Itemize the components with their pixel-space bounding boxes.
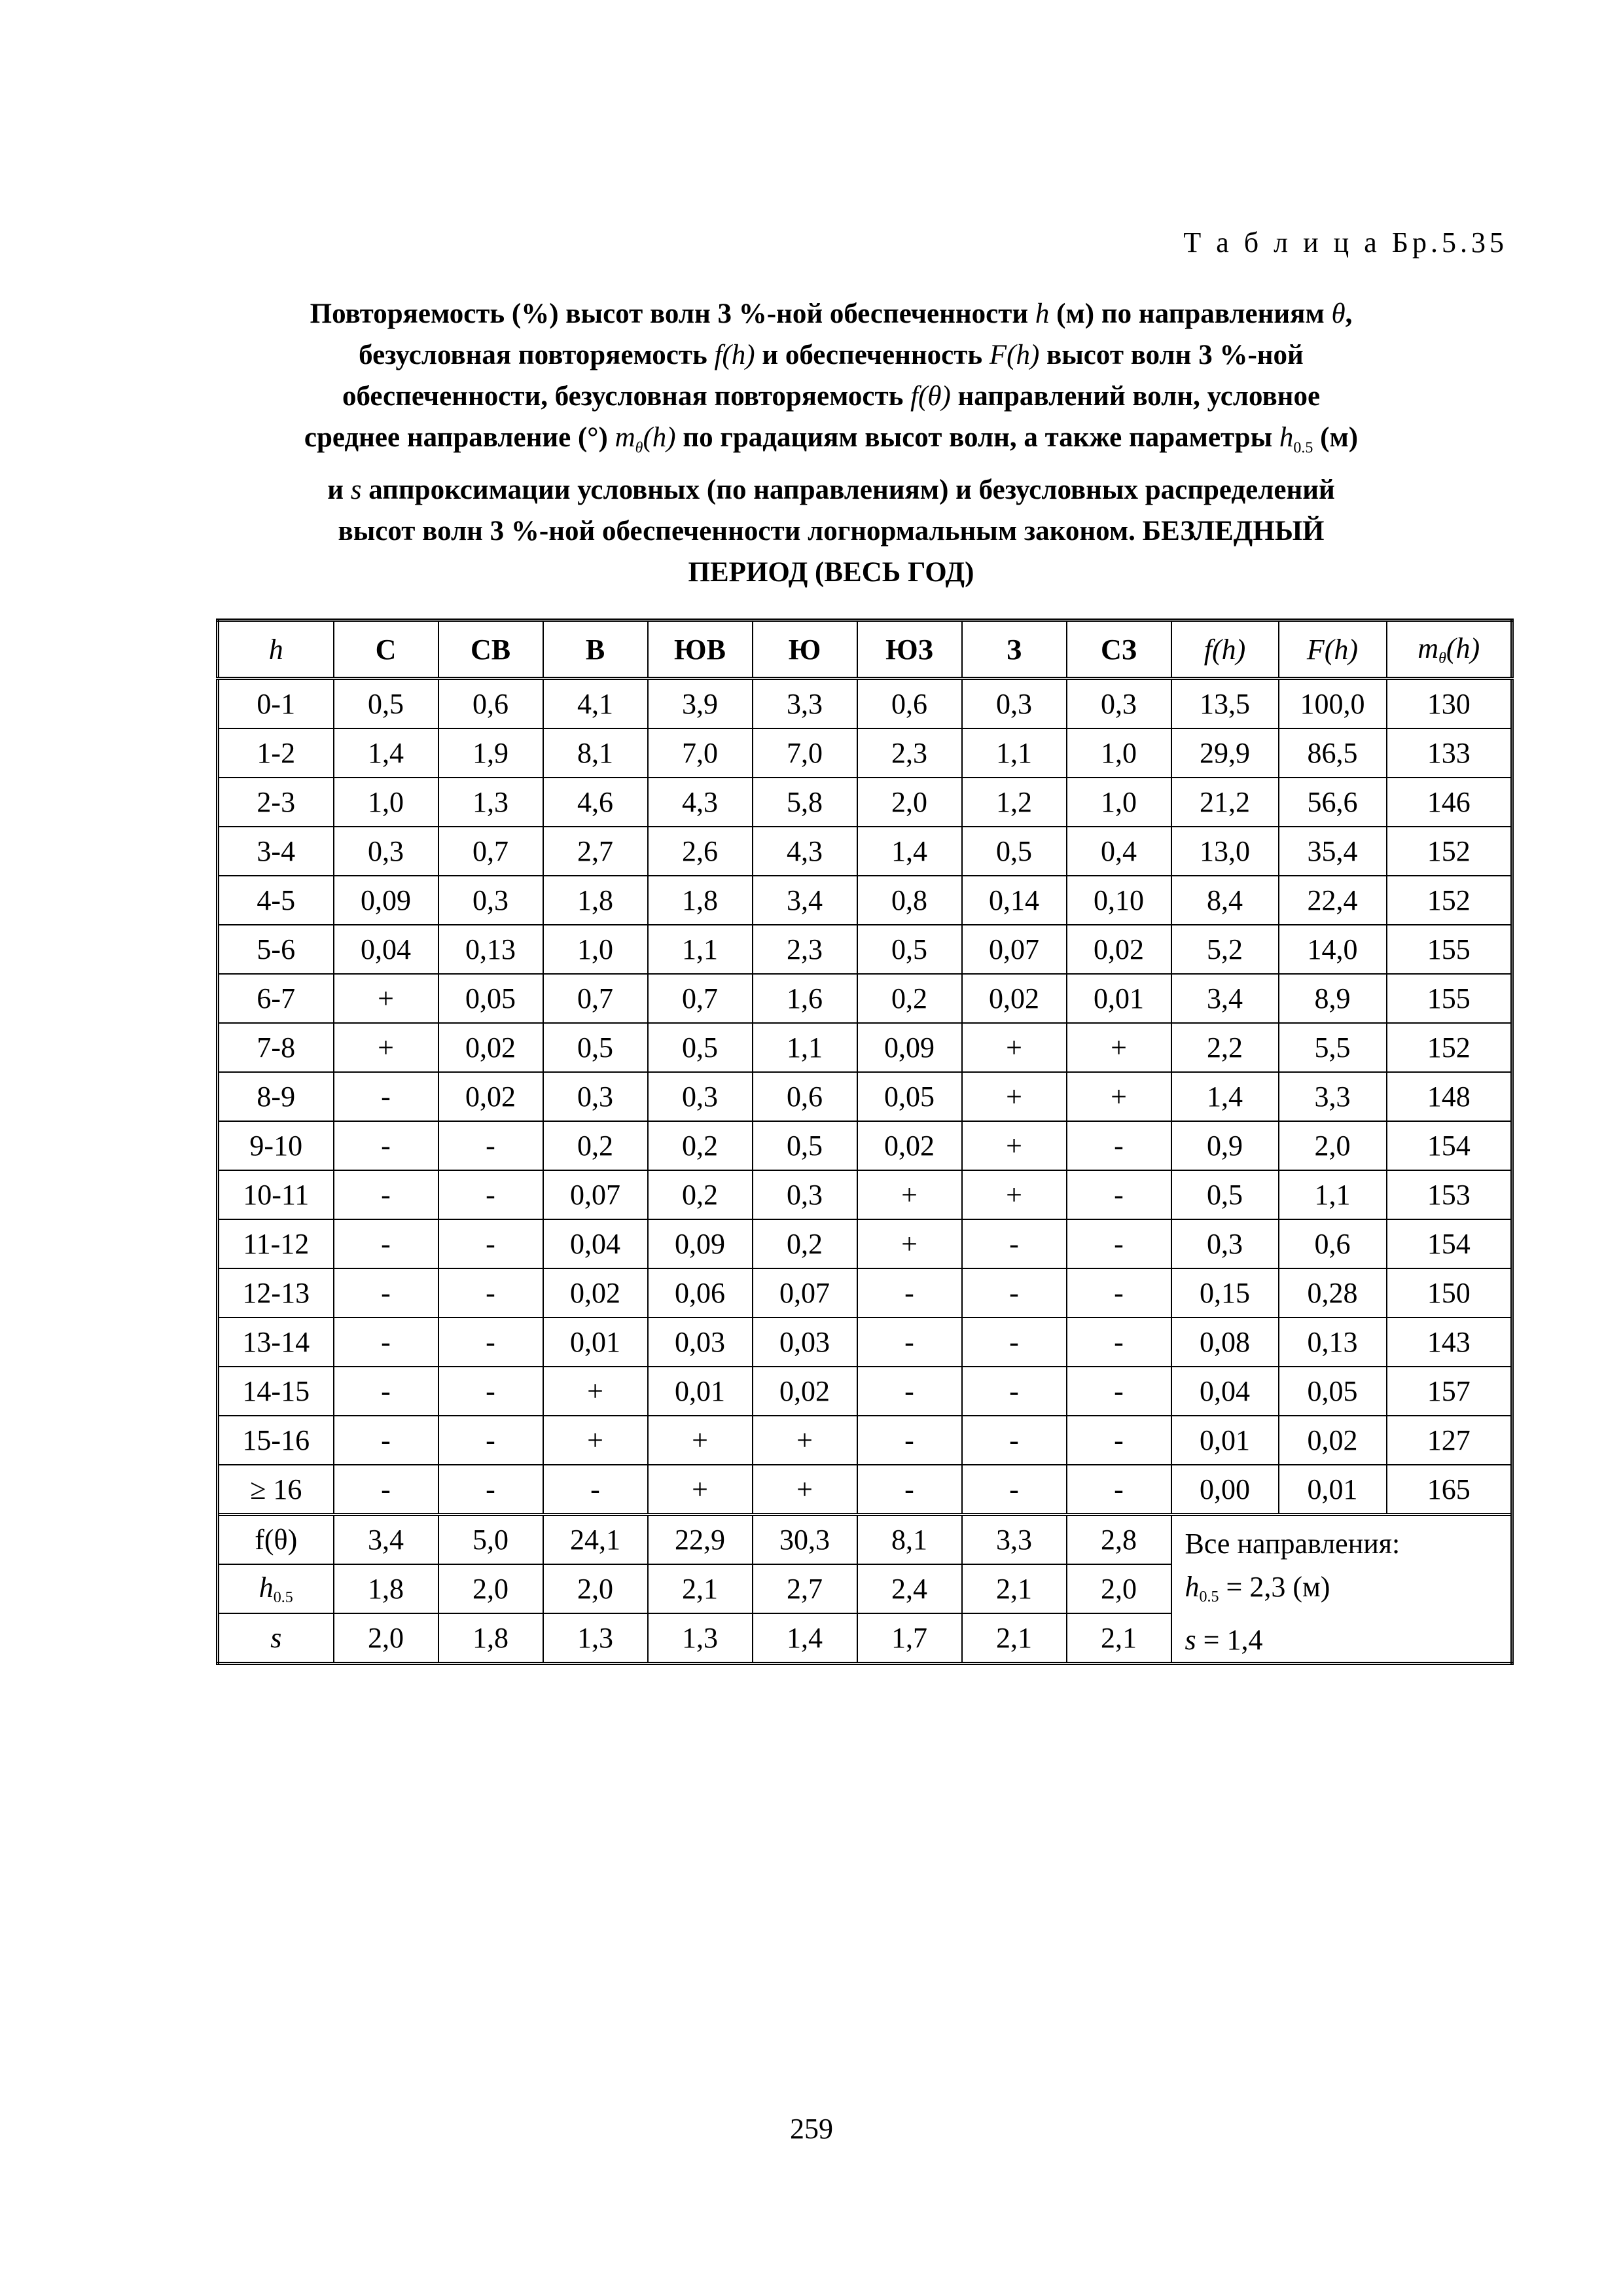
caption-line-4: среднее направление (°) $m_\theta(h)$ по градациям высот волн, а также параметры $h_{0.5}$ (м) xyxy=(304,422,1359,457)
table-cell: - xyxy=(857,1367,962,1416)
table-cell: 0,2 xyxy=(753,1219,857,1268)
table-cell: 0,8 xyxy=(857,876,962,925)
table-cell: + xyxy=(648,1465,753,1515)
table-cell: 0,04 xyxy=(543,1219,648,1268)
height-range-cell: 1-2 xyxy=(218,728,334,778)
table-cell: 7,0 xyxy=(753,728,857,778)
table-caption xyxy=(216,293,1446,593)
table-cell: - xyxy=(334,1072,438,1121)
table-row xyxy=(218,778,1512,827)
table-cell: 14,0 xyxy=(1279,925,1387,974)
height-range-cell: 15-16 xyxy=(218,1416,334,1465)
table-cell: - xyxy=(962,1416,1067,1465)
table-cell: 0,07 xyxy=(962,925,1067,974)
h05-cell: 2,0 xyxy=(1067,1564,1171,1613)
table-cell: 153 xyxy=(1387,1170,1512,1219)
ftheta-label: f(θ) xyxy=(218,1515,334,1564)
table-cell: 1,0 xyxy=(1067,778,1171,827)
h05-cell: 2,1 xyxy=(648,1564,753,1613)
table-cell: - xyxy=(962,1268,1067,1318)
caption-line-7: ПЕРИОД (ВЕСЬ ГОД) xyxy=(688,556,974,588)
table-cell: 7,0 xyxy=(648,728,753,778)
ftheta-cell: 22,9 xyxy=(648,1515,753,1564)
table-cell: 4,3 xyxy=(753,827,857,876)
table-cell: 0,02 xyxy=(962,974,1067,1023)
table-cell: 0,01 xyxy=(1279,1465,1387,1515)
height-range-cell: 3-4 xyxy=(218,827,334,876)
table-cell: 3,4 xyxy=(1171,974,1279,1023)
table-row xyxy=(218,827,1512,876)
table-cell: 8,4 xyxy=(1171,876,1279,925)
table-cell: 0,5 xyxy=(962,827,1067,876)
table-row xyxy=(218,1318,1512,1367)
table-cell: 0,7 xyxy=(543,974,648,1023)
table-cell: 157 xyxy=(1387,1367,1512,1416)
table-cell: 0,02 xyxy=(753,1367,857,1416)
header-dir-w: З xyxy=(962,620,1067,679)
table-cell: + xyxy=(543,1367,648,1416)
h05-cell: 2,0 xyxy=(543,1564,648,1613)
table-cell: 86,5 xyxy=(1279,728,1387,778)
table-cell: 155 xyxy=(1387,925,1512,974)
table-cell: - xyxy=(438,1465,543,1515)
h05-cell: 2,0 xyxy=(438,1564,543,1613)
s-cell: 1,8 xyxy=(438,1613,543,1664)
header-Fh: F(h) xyxy=(1279,620,1387,679)
table-cell: 1,3 xyxy=(438,778,543,827)
ftheta-cell: 3,3 xyxy=(962,1515,1067,1564)
table-cell: 0,3 xyxy=(543,1072,648,1121)
table-cell: - xyxy=(962,1367,1067,1416)
table-cell: - xyxy=(438,1416,543,1465)
caption-line-6: высот волн 3 %-ной обеспеченности логнормальным законом. БЕЗЛЕДНЫЙ xyxy=(338,515,1325,547)
table-row xyxy=(218,1170,1512,1219)
table-cell: 0,2 xyxy=(648,1170,753,1219)
s-cell: 2,0 xyxy=(334,1613,438,1664)
table-cell: 150 xyxy=(1387,1268,1512,1318)
table-cell: 0,02 xyxy=(438,1072,543,1121)
table-cell: - xyxy=(438,1318,543,1367)
table-row xyxy=(218,876,1512,925)
table-cell: 143 xyxy=(1387,1318,1512,1367)
table-cell: 0,3 xyxy=(438,876,543,925)
table-cell: 0,10 xyxy=(1067,876,1171,925)
table-cell: - xyxy=(1067,1268,1171,1318)
table-cell: 0,08 xyxy=(1171,1318,1279,1367)
table-row xyxy=(218,679,1512,729)
s-cell: 1,3 xyxy=(648,1613,753,1664)
table-cell: 0,7 xyxy=(438,827,543,876)
table-cell: 0,28 xyxy=(1279,1268,1387,1318)
table-cell: 0,05 xyxy=(857,1072,962,1121)
table-cell: 1,6 xyxy=(753,974,857,1023)
table-cell: 4,1 xyxy=(543,679,648,729)
table-cell: 1,1 xyxy=(1279,1170,1387,1219)
table-cell: 0,3 xyxy=(962,679,1067,729)
table-cell: - xyxy=(438,1268,543,1318)
ftheta-cell: 24,1 xyxy=(543,1515,648,1564)
table-cell: 8,1 xyxy=(543,728,648,778)
table-row xyxy=(218,1465,1512,1515)
table-cell: + xyxy=(857,1170,962,1219)
table-cell: - xyxy=(438,1170,543,1219)
height-range-cell: 4-5 xyxy=(218,876,334,925)
table-row xyxy=(218,1268,1512,1318)
table-cell: + xyxy=(543,1416,648,1465)
table-cell: - xyxy=(1067,1121,1171,1170)
table-cell: 127 xyxy=(1387,1416,1512,1465)
table-cell: 0,5 xyxy=(857,925,962,974)
table-cell: - xyxy=(334,1367,438,1416)
h05-cell: 2,4 xyxy=(857,1564,962,1613)
caption-line-1: Повторяемость (%) высот волн 3 %-ной обеспеченности h (м) по направлениям θ, xyxy=(310,298,1353,329)
s-cell: 1,7 xyxy=(857,1613,962,1664)
h05-label: h0.5 xyxy=(218,1564,334,1613)
table-cell: 2,3 xyxy=(753,925,857,974)
height-range-cell: 6-7 xyxy=(218,974,334,1023)
table-cell: 0,02 xyxy=(438,1023,543,1072)
table-cell: 0,5 xyxy=(648,1023,753,1072)
height-range-cell: 14-15 xyxy=(218,1367,334,1416)
table-cell: 0,05 xyxy=(438,974,543,1023)
table-cell: 165 xyxy=(1387,1465,1512,1515)
table-cell: 2,2 xyxy=(1171,1023,1279,1072)
table-row xyxy=(218,974,1512,1023)
height-range-cell: 11-12 xyxy=(218,1219,334,1268)
table-row xyxy=(218,1416,1512,1465)
table-cell: 1,1 xyxy=(962,728,1067,778)
table-cell: - xyxy=(334,1465,438,1515)
table-cell: - xyxy=(334,1268,438,1318)
table-cell: 13,0 xyxy=(1171,827,1279,876)
table-cell: - xyxy=(962,1219,1067,1268)
table-cell: 3,3 xyxy=(753,679,857,729)
table-cell: 5,2 xyxy=(1171,925,1279,974)
table-cell: 0,6 xyxy=(1279,1219,1387,1268)
table-cell: 152 xyxy=(1387,827,1512,876)
table-cell: + xyxy=(857,1219,962,1268)
table-cell: 0,01 xyxy=(1067,974,1171,1023)
table-cell: + xyxy=(753,1465,857,1515)
ftheta-cell: 8,1 xyxy=(857,1515,962,1564)
caption-line-3: обеспеченности, безусловная повторяемость f(θ) направлений волн, условное xyxy=(342,381,1321,412)
height-range-cell: 12-13 xyxy=(218,1268,334,1318)
table-cell: 0,03 xyxy=(648,1318,753,1367)
height-range-cell: 8-9 xyxy=(218,1072,334,1121)
s-cell: 2,1 xyxy=(962,1613,1067,1664)
table-cell: - xyxy=(962,1318,1067,1367)
table-cell: 4,6 xyxy=(543,778,648,827)
table-cell: 0,5 xyxy=(334,679,438,729)
table-cell: 1,1 xyxy=(648,925,753,974)
table-cell: 0,01 xyxy=(543,1318,648,1367)
table-cell: 0,07 xyxy=(753,1268,857,1318)
table-cell: + xyxy=(962,1170,1067,1219)
header-h: h xyxy=(218,620,334,679)
table-cell: 8,9 xyxy=(1279,974,1387,1023)
height-range-cell: 10-11 xyxy=(218,1170,334,1219)
table-cell: 0,5 xyxy=(753,1121,857,1170)
table-cell: 1,0 xyxy=(334,778,438,827)
s-cell: 1,3 xyxy=(543,1613,648,1664)
all-directions-s: s = 1,4 xyxy=(1185,1624,1263,1656)
table-cell: + xyxy=(1067,1023,1171,1072)
table-cell: - xyxy=(1067,1318,1171,1367)
page-number: 259 xyxy=(790,2113,833,2145)
table-cell: 0,5 xyxy=(1171,1170,1279,1219)
table-cell: 130 xyxy=(1387,679,1512,729)
height-range-cell: 2-3 xyxy=(218,778,334,827)
table-cell: 0,6 xyxy=(438,679,543,729)
table-cell: 0,00 xyxy=(1171,1465,1279,1515)
header-dir-nw: СЗ xyxy=(1067,620,1171,679)
table-cell: 0,02 xyxy=(857,1121,962,1170)
table-cell: 0,2 xyxy=(543,1121,648,1170)
table-cell: 0,09 xyxy=(334,876,438,925)
table-cell: - xyxy=(334,1121,438,1170)
h05-cell: 1,8 xyxy=(334,1564,438,1613)
table-cell: - xyxy=(438,1121,543,1170)
all-directions-title: Все направления: xyxy=(1185,1528,1400,1560)
table-cell: - xyxy=(438,1367,543,1416)
table-cell: 0,3 xyxy=(648,1072,753,1121)
table-cell: 0,09 xyxy=(648,1219,753,1268)
table-cell: 0,13 xyxy=(438,925,543,974)
table-cell: 0,04 xyxy=(334,925,438,974)
table-cell: 0,4 xyxy=(1067,827,1171,876)
table-cell: + xyxy=(648,1416,753,1465)
table-cell: + xyxy=(334,1023,438,1072)
table-row xyxy=(218,1072,1512,1121)
table-cell: 29,9 xyxy=(1171,728,1279,778)
table-cell: 0,03 xyxy=(753,1318,857,1367)
table-cell: 0,07 xyxy=(543,1170,648,1219)
table-cell: 155 xyxy=(1387,974,1512,1023)
table-cell: + xyxy=(962,1121,1067,1170)
table-cell: - xyxy=(857,1318,962,1367)
height-range-cell: ≥ 16 xyxy=(218,1465,334,1515)
table-cell: 1,8 xyxy=(648,876,753,925)
table-cell: - xyxy=(857,1416,962,1465)
ftheta-row xyxy=(218,1515,1512,1564)
table-cell: 133 xyxy=(1387,728,1512,778)
table-cell: 0,01 xyxy=(1171,1416,1279,1465)
header-dir-sw: ЮЗ xyxy=(857,620,962,679)
table-cell: 22,4 xyxy=(1279,876,1387,925)
table-cell: - xyxy=(962,1465,1067,1515)
table-cell: 0,3 xyxy=(334,827,438,876)
table-row xyxy=(218,1121,1512,1170)
ftheta-cell: 3,4 xyxy=(334,1515,438,1564)
table-cell: - xyxy=(438,1219,543,1268)
table-cell: - xyxy=(334,1219,438,1268)
height-range-cell: 9-10 xyxy=(218,1121,334,1170)
table-row xyxy=(218,1367,1512,1416)
table-cell: 146 xyxy=(1387,778,1512,827)
header-dir-e: В xyxy=(543,620,648,679)
table-cell: 154 xyxy=(1387,1219,1512,1268)
table-cell: + xyxy=(962,1072,1067,1121)
table-cell: 4,3 xyxy=(648,778,753,827)
table-cell: 152 xyxy=(1387,1023,1512,1072)
table-cell: 0,02 xyxy=(543,1268,648,1318)
table-cell: 0,01 xyxy=(648,1367,753,1416)
table-row xyxy=(218,728,1512,778)
ftheta-cell: 5,0 xyxy=(438,1515,543,1564)
header-dir-n: С xyxy=(334,620,438,679)
table-cell: - xyxy=(1067,1416,1171,1465)
wave-height-table xyxy=(216,619,1514,1665)
table-cell: - xyxy=(1067,1219,1171,1268)
table-cell: 148 xyxy=(1387,1072,1512,1121)
table-cell: - xyxy=(857,1268,962,1318)
s-label: s xyxy=(218,1613,334,1664)
table-cell: 0,3 xyxy=(1171,1219,1279,1268)
table-cell: 0,3 xyxy=(753,1170,857,1219)
header-fh: f(h) xyxy=(1171,620,1279,679)
table-cell: 3,9 xyxy=(648,679,753,729)
all-directions-box xyxy=(1171,1515,1512,1664)
table-row xyxy=(218,925,1512,974)
table-cell: - xyxy=(1067,1465,1171,1515)
table-cell: + xyxy=(334,974,438,1023)
table-cell: 0,06 xyxy=(648,1268,753,1318)
height-range-cell: 13-14 xyxy=(218,1318,334,1367)
table-cell: 2,6 xyxy=(648,827,753,876)
table-cell: 152 xyxy=(1387,876,1512,925)
table-cell: 0,15 xyxy=(1171,1268,1279,1318)
table-cell: 5,8 xyxy=(753,778,857,827)
h05-cell: 2,1 xyxy=(962,1564,1067,1613)
table-number-label: Т а б л и ц а Бр.5.35 xyxy=(1183,226,1508,259)
table-cell: 3,3 xyxy=(1279,1072,1387,1121)
s-cell: 1,4 xyxy=(753,1613,857,1664)
table-cell: 2,0 xyxy=(857,778,962,827)
table-cell: 1,9 xyxy=(438,728,543,778)
table-cell: 1,1 xyxy=(753,1023,857,1072)
table-cell: 100,0 xyxy=(1279,679,1387,729)
all-directions-h05: h0.5 = 2,3 (м) xyxy=(1185,1571,1330,1605)
table-cell: 0,04 xyxy=(1171,1367,1279,1416)
table-cell: 0,2 xyxy=(648,1121,753,1170)
table-cell: 0,14 xyxy=(962,876,1067,925)
header-dir-s: Ю xyxy=(753,620,857,679)
table-cell: 1,0 xyxy=(543,925,648,974)
ftheta-cell: 30,3 xyxy=(753,1515,857,1564)
table-cell: 2,7 xyxy=(543,827,648,876)
table-cell: 1,8 xyxy=(543,876,648,925)
table-cell: 0,6 xyxy=(857,679,962,729)
table-cell: 0,9 xyxy=(1171,1121,1279,1170)
header-dir-ne: СВ xyxy=(438,620,543,679)
height-range-cell: 5-6 xyxy=(218,925,334,974)
table-cell: - xyxy=(543,1465,648,1515)
table-cell: 0,13 xyxy=(1279,1318,1387,1367)
table-cell: + xyxy=(1067,1072,1171,1121)
table-cell: 0,05 xyxy=(1279,1367,1387,1416)
table-cell: 21,2 xyxy=(1171,778,1279,827)
table-cell: 154 xyxy=(1387,1121,1512,1170)
table-cell: 1,4 xyxy=(857,827,962,876)
height-range-cell: 0-1 xyxy=(218,679,334,729)
s-cell: 2,1 xyxy=(1067,1613,1171,1664)
h05-cell: 2,7 xyxy=(753,1564,857,1613)
table-cell: 0,6 xyxy=(753,1072,857,1121)
table-cell: 2,3 xyxy=(857,728,962,778)
table-cell: + xyxy=(753,1416,857,1465)
table-cell: - xyxy=(1067,1367,1171,1416)
table-cell: - xyxy=(857,1465,962,1515)
table-cell: - xyxy=(334,1170,438,1219)
table-cell: 0,3 xyxy=(1067,679,1171,729)
table-cell: 0,2 xyxy=(857,974,962,1023)
table-row xyxy=(218,1023,1512,1072)
table-cell: - xyxy=(334,1318,438,1367)
header-row xyxy=(218,620,1512,679)
table-cell: - xyxy=(334,1416,438,1465)
table-cell: 0,7 xyxy=(648,974,753,1023)
table-cell: 1,2 xyxy=(962,778,1067,827)
table-cell: 56,6 xyxy=(1279,778,1387,827)
table-cell: 5,5 xyxy=(1279,1023,1387,1072)
table-cell: 2,0 xyxy=(1279,1121,1387,1170)
caption-line-5: и s аппроксимации условных (по направлениям) и безусловных распределений xyxy=(327,474,1335,505)
table-row xyxy=(218,1219,1512,1268)
table-cell: 13,5 xyxy=(1171,679,1279,729)
table-cell: 0,02 xyxy=(1067,925,1171,974)
header-m-theta: $m_\theta(h)$ xyxy=(1387,620,1512,679)
table-cell: + xyxy=(962,1023,1067,1072)
table-cell: 0,5 xyxy=(543,1023,648,1072)
caption-line-2: безусловная повторяемость f(h) и обеспеченность F(h) высот волн 3 %-ной xyxy=(359,340,1304,370)
table-cell: - xyxy=(1067,1170,1171,1219)
table-cell: 0,09 xyxy=(857,1023,962,1072)
height-range-cell: 7-8 xyxy=(218,1023,334,1072)
table-cell: 1,4 xyxy=(334,728,438,778)
table-cell: 0,02 xyxy=(1279,1416,1387,1465)
table-cell: 1,0 xyxy=(1067,728,1171,778)
table-cell: 1,4 xyxy=(1171,1072,1279,1121)
ftheta-cell: 2,8 xyxy=(1067,1515,1171,1564)
header-dir-se: ЮВ xyxy=(648,620,753,679)
table-cell: 3,4 xyxy=(753,876,857,925)
table-cell: 35,4 xyxy=(1279,827,1387,876)
